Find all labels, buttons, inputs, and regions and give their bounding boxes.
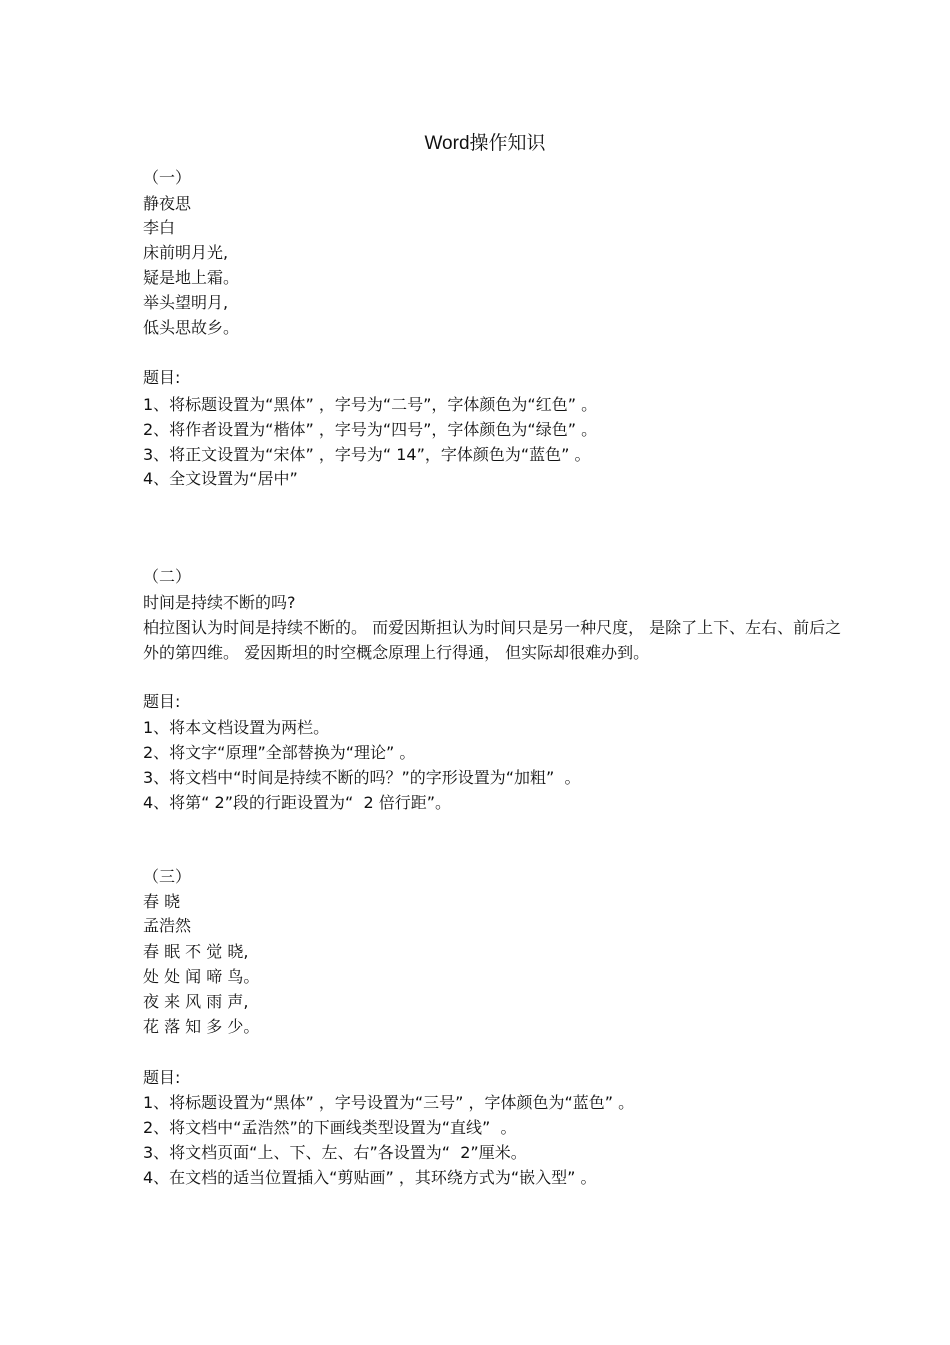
section3-task-heading: 题目: bbox=[143, 1068, 181, 1087]
section1-poem-line: 低头思故乡。 bbox=[143, 318, 240, 337]
section3-poem-line: 夜 来 风 雨 声, bbox=[143, 992, 249, 1011]
section3-author: 孟浩然 bbox=[143, 916, 192, 935]
section3-poem-line: 处 处 闻 啼 鸟。 bbox=[143, 967, 260, 986]
section2-task: 4、将第“ 2”段的行距设置为“ 2 倍行距”。 bbox=[143, 793, 452, 812]
section1-task: 1、将标题设置为“黑体” ，字号为“二号”，字体颜色为“红色” 。 bbox=[143, 395, 598, 414]
section3-task: 1、将标题设置为“黑体” ，字号设置为“三号” ，字体颜色为“蓝色” 。 bbox=[143, 1093, 635, 1112]
section3-poem-line: 春 眠 不 觉 晓, bbox=[143, 942, 249, 961]
section1-task: 2、将作者设置为“楷体” ，字号为“四号”，字体颜色为“绿色” 。 bbox=[143, 420, 598, 439]
section3-task: 4、在文档的适当位置插入“剪贴画” ，其环绕方式为“嵌入型” 。 bbox=[143, 1168, 597, 1187]
section2-paragraph: 柏拉图认为时间是持续不断的。 而爱因斯担认为时间只是另一种尺度， 是除了上下、左右、前后之外的第四维。 爱因斯坦的时空概念原理上行得通， 但实际却很难办到。 bbox=[143, 618, 842, 662]
section1-author: 李白 bbox=[143, 218, 176, 237]
document-title: Word操作知识 bbox=[424, 133, 546, 154]
section1-heading: （一） bbox=[143, 168, 192, 187]
section2-task: 2、将文字“原理”全部替换为“理论” 。 bbox=[143, 743, 416, 762]
section3-heading: （三） bbox=[143, 867, 192, 886]
section1-task-heading: 题目: bbox=[143, 368, 181, 387]
section1-task: 3、将正文设置为“宋体” ，字号为“ 14”，字体颜色为“蓝色” 。 bbox=[143, 445, 591, 464]
section2-task-heading: 题目: bbox=[143, 692, 181, 711]
section1-task: 4、全文设置为“居中” bbox=[143, 469, 298, 488]
section3-task: 2、将文档中“孟浩然”的下画线类型设置为“直线” 。 bbox=[143, 1118, 517, 1137]
section2-task: 3、将文档中“时间是持续不断的吗？”的字形设置为“加粗” 。 bbox=[143, 768, 581, 787]
section3-poem-line: 花 落 知 多 少。 bbox=[143, 1017, 260, 1036]
section2-heading: （二） bbox=[143, 567, 192, 586]
section1-poem-title: 静夜思 bbox=[143, 194, 192, 213]
section2-question: 时间是持续不断的吗? bbox=[143, 593, 296, 612]
section3-task: 3、将文档页面“上、下、左、右”各设置为“ 2”厘米。 bbox=[143, 1143, 527, 1162]
section3-poem-title: 春 晓 bbox=[143, 892, 181, 911]
section2-task: 1、将本文档设置为两栏。 bbox=[143, 718, 330, 737]
section1-poem-line: 床前明月光, bbox=[143, 243, 229, 262]
section1-poem-line: 疑是地上霜。 bbox=[143, 268, 240, 287]
section1-poem-line: 举头望明月, bbox=[143, 293, 229, 312]
